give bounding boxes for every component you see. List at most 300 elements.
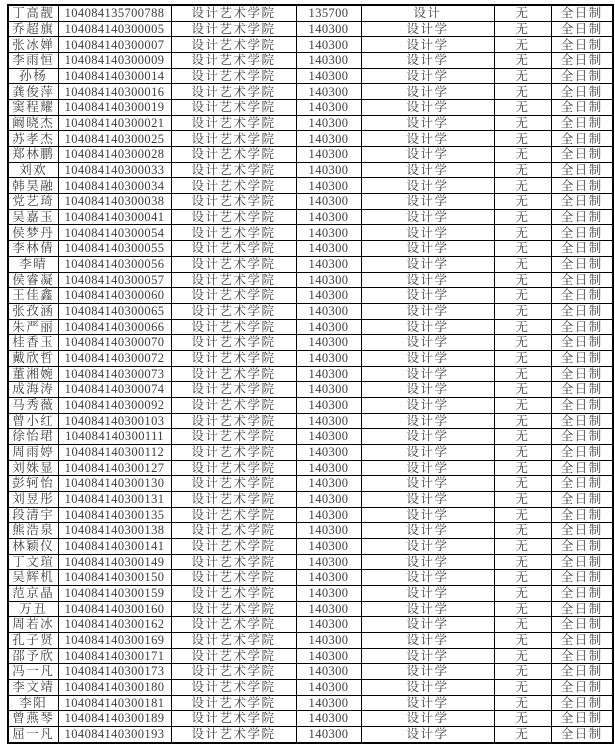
cell-study-mode: 全日制: [551, 366, 613, 382]
cell-college: 设计艺术学院: [171, 84, 296, 100]
cell-direction: 无: [494, 272, 551, 288]
cell-student-id: 104084140300111: [58, 429, 171, 445]
cell-college: 设计艺术学院: [171, 256, 296, 272]
table-row: [8, 679, 613, 695]
cell-college: 设计艺术学院: [171, 570, 296, 586]
table-row: [8, 147, 613, 163]
cell-name: 郑林鹏: [8, 147, 58, 163]
table-row: [8, 131, 613, 147]
cell-college: 设计艺术学院: [171, 131, 296, 147]
cell-study-mode: 全日制: [551, 350, 613, 366]
table-row: [8, 68, 613, 84]
cell-major-code: 140300: [296, 507, 361, 523]
cell-college: 设计艺术学院: [171, 460, 296, 476]
cell-name: 孙杨: [8, 68, 58, 84]
cell-direction: 无: [494, 695, 551, 711]
cell-major: 设计学: [361, 53, 494, 69]
cell-college: 设计艺术学院: [171, 53, 296, 69]
cell-direction: 无: [494, 444, 551, 460]
cell-major-code: 140300: [296, 444, 361, 460]
cell-direction: 无: [494, 256, 551, 272]
cell-student-id: 104084140300092: [58, 397, 171, 413]
cell-study-mode: 全日制: [551, 585, 613, 601]
cell-name: 戴欣哲: [8, 350, 58, 366]
table-row: [8, 100, 613, 116]
cell-college: 设计艺术学院: [171, 523, 296, 539]
cell-study-mode: 全日制: [551, 5, 613, 21]
cell-name: 彭轲怡: [8, 476, 58, 492]
cell-student-id: 104084140300135: [58, 507, 171, 523]
cell-major-code: 140300: [296, 413, 361, 429]
cell-major: 设计学: [361, 303, 494, 319]
table-row: [8, 460, 613, 476]
cell-student-id: 104084140300070: [58, 335, 171, 351]
cell-major-code: 140300: [296, 523, 361, 539]
cell-study-mode: 全日制: [551, 209, 613, 225]
cell-name: 窦程耀: [8, 100, 58, 116]
cell-major: 设计学: [361, 272, 494, 288]
cell-major: 设计学: [361, 115, 494, 131]
cell-major: 设计学: [361, 178, 494, 194]
cell-study-mode: 全日制: [551, 225, 613, 241]
cell-college: 设计艺术学院: [171, 585, 296, 601]
cell-name: 李晴: [8, 256, 58, 272]
cell-major-code: 140300: [296, 37, 361, 53]
cell-college: 设计艺术学院: [171, 444, 296, 460]
cell-major: 设计学: [361, 507, 494, 523]
cell-major-code: 140300: [296, 53, 361, 69]
cell-major-code: 140300: [296, 429, 361, 445]
cell-name: 曾小红: [8, 413, 58, 429]
table-row: [8, 178, 613, 194]
cell-major: 设计学: [361, 162, 494, 178]
table-row: [8, 162, 613, 178]
cell-direction: 无: [494, 617, 551, 633]
cell-student-id: 104084140300007: [58, 37, 171, 53]
cell-college: 设计艺术学院: [171, 648, 296, 664]
cell-major: 设计学: [361, 209, 494, 225]
cell-direction: 无: [494, 648, 551, 664]
cell-student-id: 104084140300054: [58, 225, 171, 241]
cell-study-mode: 全日制: [551, 570, 613, 586]
cell-major-code: 140300: [296, 695, 361, 711]
cell-student-id: 104084140300021: [58, 115, 171, 131]
cell-student-id: 104084140300065: [58, 303, 171, 319]
admission-list-sheet: [7, 4, 614, 744]
table-row: [8, 5, 613, 21]
cell-name: 曾燕琴: [8, 711, 58, 727]
table-row: [8, 53, 613, 69]
cell-name: 王佳鑫: [8, 288, 58, 304]
table-row: [8, 507, 613, 523]
cell-name: 屈一凡: [8, 726, 58, 743]
cell-direction: 无: [494, 84, 551, 100]
cell-major: 设计学: [361, 695, 494, 711]
table-row: [8, 523, 613, 539]
cell-student-id: 104084140300057: [58, 272, 171, 288]
cell-name: 徐怡珺: [8, 429, 58, 445]
cell-name: 林颖仪: [8, 538, 58, 554]
table-row: [8, 194, 613, 210]
cell-name: 李雨恒: [8, 53, 58, 69]
cell-study-mode: 全日制: [551, 100, 613, 116]
table-row: [8, 664, 613, 680]
table-row: [8, 37, 613, 53]
cell-college: 设计艺术学院: [171, 632, 296, 648]
table-row: [8, 444, 613, 460]
table-row: [8, 570, 613, 586]
cell-major-code: 140300: [296, 601, 361, 617]
cell-college: 设计艺术学院: [171, 68, 296, 84]
cell-name: 周雨婷: [8, 444, 58, 460]
cell-name: 侯梦丹: [8, 225, 58, 241]
cell-student-id: 104084140300025: [58, 131, 171, 147]
cell-student-id: 104084140300112: [58, 444, 171, 460]
cell-name: 周若冰: [8, 617, 58, 633]
cell-major-code: 140300: [296, 648, 361, 664]
cell-major-code: 140300: [296, 679, 361, 695]
table-row: [8, 241, 613, 257]
cell-major: 设计学: [361, 350, 494, 366]
cell-college: 设计艺术学院: [171, 350, 296, 366]
cell-direction: 无: [494, 601, 551, 617]
table-row: [8, 585, 613, 601]
cell-student-id: 104084140300073: [58, 366, 171, 382]
cell-student-id: 104084140300016: [58, 84, 171, 100]
cell-direction: 无: [494, 523, 551, 539]
cell-college: 设计艺术学院: [171, 303, 296, 319]
cell-major: 设计学: [361, 319, 494, 335]
cell-college: 设计艺术学院: [171, 194, 296, 210]
cell-college: 设计艺术学院: [171, 397, 296, 413]
cell-student-id: 104084140300019: [58, 100, 171, 116]
cell-name: 侯睿凝: [8, 272, 58, 288]
cell-direction: 无: [494, 538, 551, 554]
cell-major: 设计学: [361, 444, 494, 460]
cell-college: 设计艺术学院: [171, 272, 296, 288]
cell-direction: 无: [494, 335, 551, 351]
cell-major: 设计学: [361, 21, 494, 37]
cell-direction: 无: [494, 664, 551, 680]
table-row: [8, 335, 613, 351]
cell-study-mode: 全日制: [551, 68, 613, 84]
cell-name: 吴辉机: [8, 570, 58, 586]
cell-student-id: 104084140300009: [58, 53, 171, 69]
cell-direction: 无: [494, 366, 551, 382]
cell-study-mode: 全日制: [551, 507, 613, 523]
cell-name: 段清宇: [8, 507, 58, 523]
cell-college: 设计艺术学院: [171, 21, 296, 37]
table-row: [8, 319, 613, 335]
cell-study-mode: 全日制: [551, 444, 613, 460]
cell-student-id: 104084140300162: [58, 617, 171, 633]
cell-college: 设计艺术学院: [171, 507, 296, 523]
cell-major: 设计学: [361, 679, 494, 695]
cell-major: 设计学: [361, 601, 494, 617]
cell-student-id: 104084140300169: [58, 632, 171, 648]
cell-major-code: 140300: [296, 397, 361, 413]
cell-student-id: 104084140300181: [58, 695, 171, 711]
cell-direction: 无: [494, 162, 551, 178]
cell-direction: 无: [494, 585, 551, 601]
cell-major: 设计学: [361, 538, 494, 554]
cell-college: 设计艺术学院: [171, 366, 296, 382]
cell-direction: 无: [494, 632, 551, 648]
cell-student-id: 104084140300189: [58, 711, 171, 727]
table-row: [8, 225, 613, 241]
cell-name: 吴嘉玉: [8, 209, 58, 225]
cell-student-id: 104084140300066: [58, 319, 171, 335]
cell-student-id: 104084140300103: [58, 413, 171, 429]
cell-major-code: 140300: [296, 225, 361, 241]
cell-study-mode: 全日制: [551, 476, 613, 492]
cell-college: 设计艺术学院: [171, 413, 296, 429]
cell-direction: 无: [494, 491, 551, 507]
cell-direction: 无: [494, 460, 551, 476]
cell-major-code: 140300: [296, 115, 361, 131]
cell-major: 设计学: [361, 523, 494, 539]
cell-major-code: 140300: [296, 131, 361, 147]
table-row: [8, 491, 613, 507]
cell-major-code: 140300: [296, 68, 361, 84]
cell-study-mode: 全日制: [551, 21, 613, 37]
table-row: [8, 272, 613, 288]
cell-college: 设计艺术学院: [171, 319, 296, 335]
cell-major-code: 140300: [296, 256, 361, 272]
cell-major: 设计学: [361, 241, 494, 257]
cell-direction: 无: [494, 68, 551, 84]
cell-major-code: 140300: [296, 241, 361, 257]
table-row: [8, 256, 613, 272]
cell-major: 设计学: [361, 84, 494, 100]
cell-study-mode: 全日制: [551, 523, 613, 539]
cell-direction: 无: [494, 397, 551, 413]
cell-direction: 无: [494, 100, 551, 116]
cell-name: 熊浩泉: [8, 523, 58, 539]
cell-name: 朱严丽: [8, 319, 58, 335]
cell-student-id: 104084140300149: [58, 554, 171, 570]
cell-college: 设计艺术学院: [171, 209, 296, 225]
cell-study-mode: 全日制: [551, 554, 613, 570]
cell-student-id: 104084140300138: [58, 523, 171, 539]
table-row: [8, 648, 613, 664]
cell-name: 张冰婵: [8, 37, 58, 53]
cell-major-code: 140300: [296, 554, 361, 570]
cell-student-id: 104084140300131: [58, 491, 171, 507]
cell-student-id: 104084140300034: [58, 178, 171, 194]
cell-major-code: 140300: [296, 178, 361, 194]
cell-name: 苏孝杰: [8, 131, 58, 147]
cell-major: 设计学: [361, 100, 494, 116]
cell-student-id: 104084140300072: [58, 350, 171, 366]
table-row: [8, 115, 613, 131]
cell-major: 设计学: [361, 476, 494, 492]
cell-major-code: 140300: [296, 570, 361, 586]
table-row: [8, 554, 613, 570]
cell-student-id: 104084140300171: [58, 648, 171, 664]
cell-student-id: 104084140300159: [58, 585, 171, 601]
cell-name: 范京晶: [8, 585, 58, 601]
cell-college: 设计艺术学院: [171, 679, 296, 695]
cell-direction: 无: [494, 413, 551, 429]
cell-direction: 无: [494, 319, 551, 335]
cell-direction: 无: [494, 679, 551, 695]
table-row: [8, 476, 613, 492]
cell-study-mode: 全日制: [551, 303, 613, 319]
cell-student-id: 104084140300056: [58, 256, 171, 272]
cell-name: 邵予欣: [8, 648, 58, 664]
cell-college: 设计艺术学院: [171, 288, 296, 304]
cell-college: 设计艺术学院: [171, 538, 296, 554]
cell-major-code: 140300: [296, 319, 361, 335]
cell-major-code: 140300: [296, 460, 361, 476]
cell-college: 设计艺术学院: [171, 726, 296, 743]
admission-table-body: [8, 5, 613, 743]
cell-major-code: 140300: [296, 632, 361, 648]
cell-major: 设计学: [361, 711, 494, 727]
cell-direction: 无: [494, 288, 551, 304]
table-row: [8, 726, 613, 743]
table-row: [8, 601, 613, 617]
cell-direction: 无: [494, 554, 551, 570]
cell-name: 刘欢: [8, 162, 58, 178]
cell-student-id: 104084140300033: [58, 162, 171, 178]
cell-name: 张孜涵: [8, 303, 58, 319]
cell-college: 设计艺术学院: [171, 617, 296, 633]
cell-major: 设计学: [361, 37, 494, 53]
cell-name: 孔子贤: [8, 632, 58, 648]
cell-direction: 无: [494, 570, 551, 586]
cell-study-mode: 全日制: [551, 648, 613, 664]
cell-study-mode: 全日制: [551, 491, 613, 507]
cell-direction: 无: [494, 53, 551, 69]
cell-direction: 无: [494, 476, 551, 492]
cell-major-code: 140300: [296, 491, 361, 507]
cell-major-code: 140300: [296, 288, 361, 304]
cell-student-id: 104084140300130: [58, 476, 171, 492]
cell-name: 李文靖: [8, 679, 58, 695]
cell-direction: 无: [494, 131, 551, 147]
cell-college: 设计艺术学院: [171, 382, 296, 398]
cell-study-mode: 全日制: [551, 429, 613, 445]
cell-major: 设计学: [361, 288, 494, 304]
cell-student-id: 104084140300014: [58, 68, 171, 84]
cell-name: 桂香玉: [8, 335, 58, 351]
cell-direction: 无: [494, 21, 551, 37]
cell-major-code: 140300: [296, 21, 361, 37]
cell-major: 设计学: [361, 664, 494, 680]
cell-name: 丁文瑄: [8, 554, 58, 570]
cell-name: 成海涛: [8, 382, 58, 398]
cell-major-code: 140300: [296, 366, 361, 382]
cell-study-mode: 全日制: [551, 617, 613, 633]
cell-college: 设计艺术学院: [171, 178, 296, 194]
cell-study-mode: 全日制: [551, 162, 613, 178]
cell-major-code: 140300: [296, 335, 361, 351]
cell-major: 设计学: [361, 194, 494, 210]
table-row: [8, 617, 613, 633]
cell-major-code: 140300: [296, 303, 361, 319]
cell-direction: 无: [494, 209, 551, 225]
cell-major-code: 140300: [296, 350, 361, 366]
cell-major-code: 140300: [296, 538, 361, 554]
cell-college: 设计艺术学院: [171, 664, 296, 680]
cell-major-code: 140300: [296, 162, 361, 178]
cell-study-mode: 全日制: [551, 37, 613, 53]
cell-direction: 无: [494, 37, 551, 53]
cell-major: 设计: [361, 5, 494, 21]
cell-college: 设计艺术学院: [171, 162, 296, 178]
cell-study-mode: 全日制: [551, 726, 613, 743]
cell-college: 设计艺术学院: [171, 711, 296, 727]
cell-direction: 无: [494, 225, 551, 241]
cell-major-code: 140300: [296, 194, 361, 210]
table-row: [8, 288, 613, 304]
cell-study-mode: 全日制: [551, 382, 613, 398]
cell-name: 党艺琦: [8, 194, 58, 210]
cell-major-code: 140300: [296, 272, 361, 288]
cell-name: 董湘婉: [8, 366, 58, 382]
cell-major-code: 135700: [296, 5, 361, 21]
cell-major: 设计学: [361, 68, 494, 84]
cell-college: 设计艺术学院: [171, 147, 296, 163]
cell-direction: 无: [494, 726, 551, 743]
cell-college: 设计艺术学院: [171, 335, 296, 351]
cell-college: 设计艺术学院: [171, 476, 296, 492]
cell-student-id: 104084140300141: [58, 538, 171, 554]
cell-major-code: 140300: [296, 711, 361, 727]
cell-name: 冯一凡: [8, 664, 58, 680]
cell-college: 设计艺术学院: [171, 100, 296, 116]
cell-major-code: 140300: [296, 664, 361, 680]
cell-direction: 无: [494, 178, 551, 194]
cell-student-id: 104084140300173: [58, 664, 171, 680]
cell-direction: 无: [494, 147, 551, 163]
cell-study-mode: 全日制: [551, 272, 613, 288]
cell-student-id: 104084140300127: [58, 460, 171, 476]
cell-major: 设计学: [361, 335, 494, 351]
cell-major-code: 140300: [296, 726, 361, 743]
cell-major-code: 140300: [296, 147, 361, 163]
cell-study-mode: 全日制: [551, 131, 613, 147]
cell-student-id: 104084140300005: [58, 21, 171, 37]
cell-student-id: 104084140300055: [58, 241, 171, 257]
cell-name: 丁高靓: [8, 5, 58, 21]
cell-student-id: 104084140300060: [58, 288, 171, 304]
cell-major-code: 140300: [296, 84, 361, 100]
cell-name: 马秀薇: [8, 397, 58, 413]
cell-major: 设计学: [361, 585, 494, 601]
cell-study-mode: 全日制: [551, 679, 613, 695]
cell-major: 设计学: [361, 632, 494, 648]
cell-study-mode: 全日制: [551, 632, 613, 648]
cell-major: 设计学: [361, 570, 494, 586]
cell-major: 设计学: [361, 397, 494, 413]
cell-major: 设计学: [361, 491, 494, 507]
cell-study-mode: 全日制: [551, 241, 613, 257]
cell-study-mode: 全日制: [551, 319, 613, 335]
cell-study-mode: 全日制: [551, 256, 613, 272]
cell-major-code: 140300: [296, 617, 361, 633]
cell-study-mode: 全日制: [551, 413, 613, 429]
cell-direction: 无: [494, 303, 551, 319]
cell-study-mode: 全日制: [551, 53, 613, 69]
cell-name: 阚晓杰: [8, 115, 58, 131]
table-row: [8, 84, 613, 100]
cell-direction: 无: [494, 5, 551, 21]
cell-major-code: 140300: [296, 585, 361, 601]
cell-major-code: 140300: [296, 209, 361, 225]
